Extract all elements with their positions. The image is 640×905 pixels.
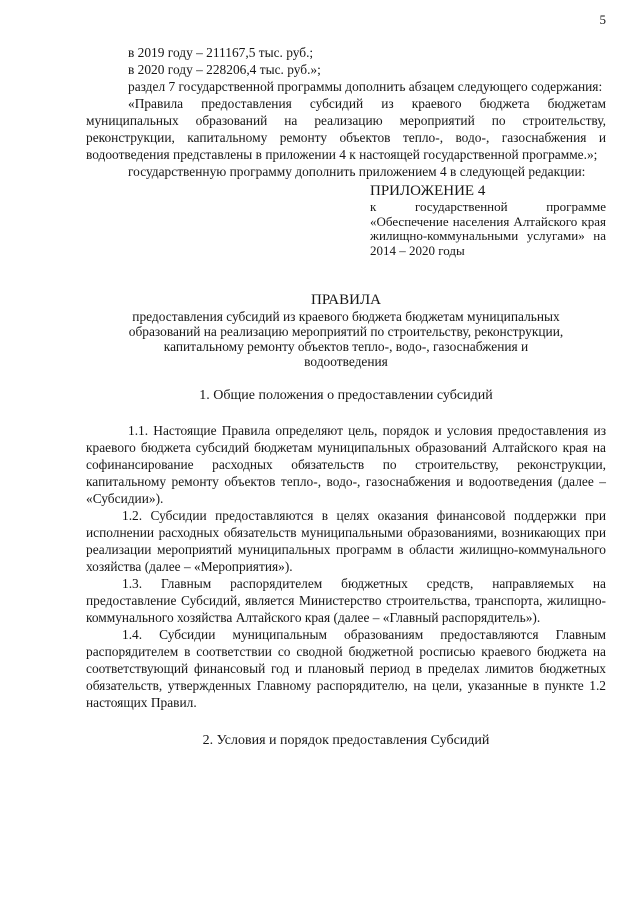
page-number: 5	[599, 12, 606, 27]
rules-subtitle-line: капитальному ремонту объектов тепло-, водо-, газоснабжения и	[163, 339, 529, 354]
rules-subtitle-line: образований на реализацию мероприятий по строительству, реконструкции,	[128, 324, 564, 339]
paragraph-section7: раздел 7 государственной программы дополнить абзацем следующего содержания:	[128, 79, 603, 94]
appendix-title: ПРИЛОЖЕНИЕ 4	[370, 183, 486, 199]
clause-1-2: 1.2. Субсидии предоставляются в целях оказания финансовой поддержки при исполнении расходных обязательств муниципальными образованиями, возникающих при реализации мероприятий муниципальных программ в области жилищно-коммунального хозяйства (далее – «Мероприятия»).	[86, 508, 606, 574]
intro-line-2019: в 2019 году – 211167,5 тыс. руб.;	[128, 45, 314, 60]
rules-subtitle-line: предоставления субсидий из краевого бюджета бюджетам муниципальных	[132, 309, 560, 324]
rules-title: ПРАВИЛА	[311, 292, 381, 308]
paragraph-quote: «Правила предоставления субсидий из краевого бюджета бюджетам муниципальных образований на реализацию мероприятий по строительству, реконструкции, капитальному ремонту объектов тепло-, водо-, газоснабжения и водоотведения представлены в приложении 4 к настоящей государственной программе.»;	[86, 96, 606, 162]
intro-line-2020: в 2020 году – 228206,4 тыс. руб.»;	[128, 62, 321, 77]
rules-subtitle-line: водоотведения	[304, 354, 388, 369]
appendix-block	[370, 183, 606, 258]
section-1-heading: 1. Общие положения о предоставлении субсидий	[199, 388, 493, 403]
paragraph-addition: государственную программу дополнить приложением 4 в следующей редакции:	[128, 164, 586, 179]
clause-1-4: 1.4. Субсидии муниципальным образованиям предоставляются Главным распорядителем в соответствии со сводной бюджетной росписью краевого бюджета на соответствующий финансовый год и плановый период в пределах лимитов бюджетных обязательств, утвержденных Главному распорядителю, на цели, указанные в пункте 1.2 настоящих Правил.	[86, 627, 606, 710]
section-2-heading: 2. Условия и порядок предоставления Субсидий	[202, 733, 490, 748]
rules-subtitle	[86, 309, 606, 369]
document-body	[86, 44, 606, 767]
clause-1-1: 1.1. Настоящие Правила определяют цель, порядок и условия предоставления из краевого бюджета субсидий бюджетам муниципальных образований Алтайского края на софинансирование расходных обязательств по строительству, реконструкции, капитальному ремонту объектов тепло-, водо-, газоснабжения и водоотведения (далее – «Субсидии»).	[86, 423, 606, 506]
appendix-text: к государственной программе «Обеспечение населения Алтайского края жилищно-коммунальными услугами» на 2014 – 2020 годы	[370, 199, 606, 258]
clause-1-3: 1.3. Главным распорядителем бюджетных средств, направляемых на предоставление Субсидий, является Министерство строительства, транспорта, жилищно-коммунального хозяйства Алтайского края (далее – «Главный распорядитель»).	[86, 576, 606, 625]
